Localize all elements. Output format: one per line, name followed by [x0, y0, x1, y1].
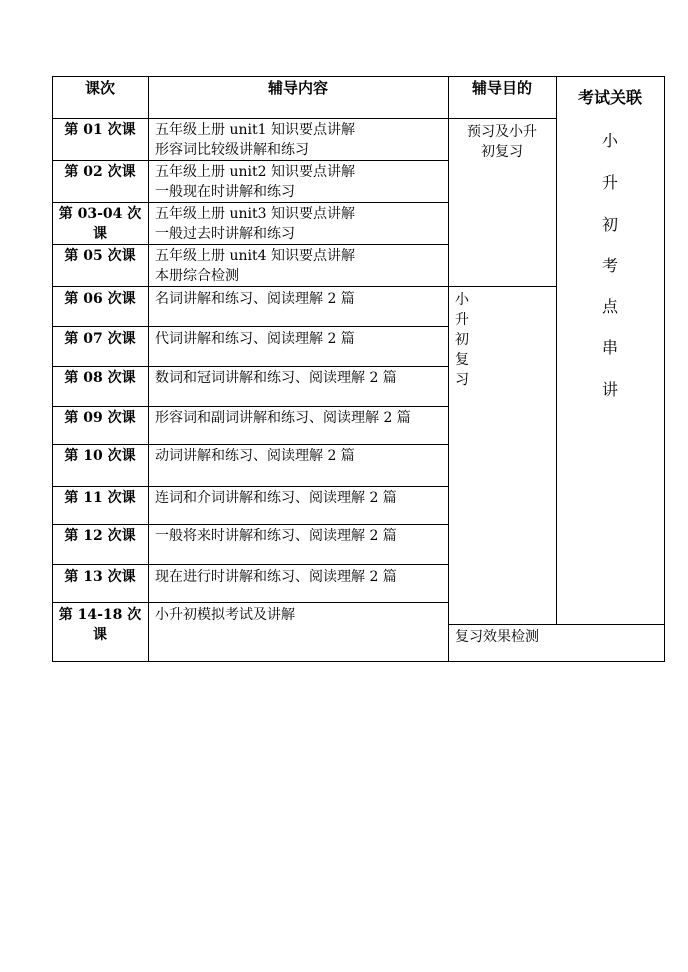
purpose-preview: 预习及小升: [467, 124, 537, 140]
content-line: 本册综合检测: [155, 268, 239, 284]
lesson-cell: 第 13 次课: [64, 569, 136, 585]
content-line: 五年级上册 unit2 知识要点讲解: [155, 164, 355, 180]
exam-char: 升: [601, 173, 618, 192]
exam-char: 考: [601, 256, 618, 275]
lesson-cell: 第 03-04 次: [58, 206, 142, 222]
lesson-cell: 第 11 次课: [64, 490, 136, 506]
header-purpose: 辅导目的: [471, 79, 532, 97]
purpose-review: 小: [455, 292, 469, 308]
content-line: 动词讲解和练习、阅读理解 2 篇: [155, 448, 355, 464]
lesson-cell: 第 09 次课: [64, 410, 136, 426]
lesson-cell: 第 12 次课: [64, 528, 136, 544]
content-line: 数词和冠词讲解和练习、阅读理解 2 篇: [155, 370, 397, 386]
content-line: 现在进行时讲解和练习、阅读理解 2 篇: [155, 569, 397, 585]
lesson-cell: 第 08 次课: [64, 370, 136, 386]
exam-char: 初: [601, 215, 618, 234]
exam-char: 讲: [601, 380, 618, 399]
exam-char: 串: [601, 338, 618, 357]
content-line: 代词讲解和练习、阅读理解 2 篇: [155, 331, 355, 347]
content-line: 一般将来时讲解和练习、阅读理解 2 篇: [155, 528, 397, 544]
lesson-cell: 第 10 次课: [64, 448, 136, 464]
purpose-review: 习: [455, 372, 469, 388]
lesson-cell: 第 06 次课: [64, 291, 136, 307]
content-line: 五年级上册 unit1 知识要点讲解: [155, 122, 355, 138]
lesson-cell: 第 02 次课: [64, 164, 136, 180]
purpose-review: 升: [455, 312, 469, 328]
content-line: 一般现在时讲解和练习: [155, 184, 295, 200]
content-line: 一般过去时讲解和练习: [155, 226, 295, 242]
lesson-cell: 课: [93, 226, 107, 242]
header-lesson: 课次: [84, 79, 115, 97]
purpose-preview: 初复习: [481, 144, 523, 160]
content-line: 小升初模拟考试及讲解: [155, 607, 295, 623]
lesson-cell: 第 14-18 次: [58, 607, 142, 623]
content-line: 五年级上册 unit3 知识要点讲解: [155, 206, 355, 222]
content-line: 名词讲解和练习、阅读理解 2 篇: [155, 291, 355, 307]
header-content: 辅导内容: [267, 79, 328, 97]
exam-char: 点: [601, 297, 618, 316]
content-line: 连词和介词讲解和练习、阅读理解 2 篇: [155, 490, 397, 506]
purpose-review: 复: [455, 352, 469, 368]
content-line: 五年级上册 unit4 知识要点讲解: [155, 248, 355, 264]
lesson-cell: 第 05 次课: [64, 248, 136, 264]
purpose-check: 复习效果检测: [455, 629, 539, 645]
purpose-review: 初: [455, 332, 469, 348]
lesson-cell: 第 01 次课: [64, 122, 136, 138]
lesson-cell: 课: [93, 627, 107, 643]
exam-char: 小: [601, 131, 618, 150]
lesson-cell: 第 07 次课: [64, 331, 136, 347]
content-line: 形容词和副词讲解和练习、阅读理解 2 篇: [155, 410, 411, 426]
content-line: 形容词比较级讲解和练习: [155, 142, 309, 158]
header-exam: 考试关联: [577, 88, 642, 107]
